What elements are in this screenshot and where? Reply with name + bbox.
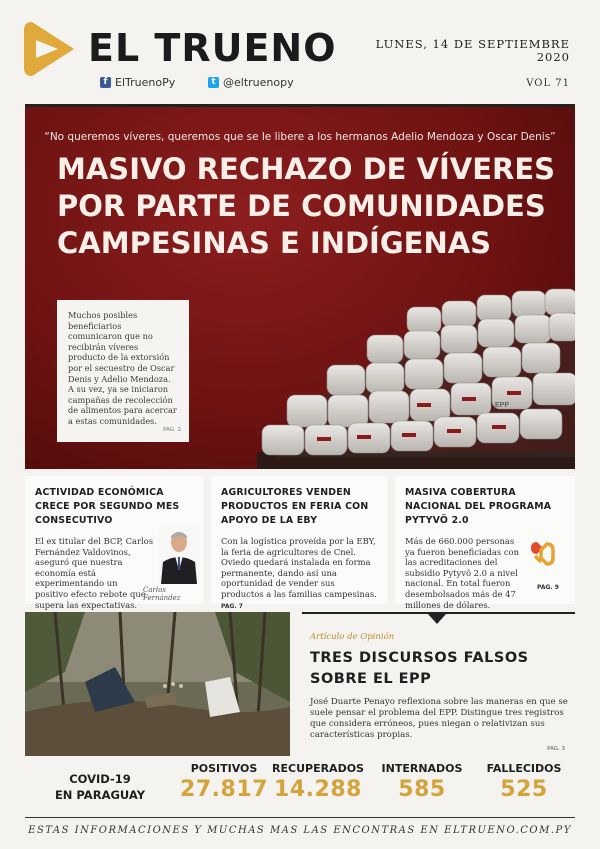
covid-stats (25, 762, 575, 814)
issue-date: LUNES, 14 DE SEPTIEMBRE 2020 (375, 37, 570, 64)
stat-recuperados: RECUPERADOS 14.288 (272, 762, 364, 802)
facebook-icon: f (100, 77, 111, 88)
forest-camp-photo (25, 612, 290, 756)
opinion-text: José Duarte Penayo reflexiona sobre las maneras en que se suele pensar el problema del EPP. Distingue tres registros que considera erróneos, pues niegan o relativizan sus características propias. (310, 697, 568, 740)
twitter-handle[interactable]: t @eltruenopy (208, 76, 294, 89)
facebook-handle[interactable]: f ElTruenoPy (100, 76, 175, 89)
opinion-article[interactable] (302, 612, 575, 756)
column-text: Más de 660.000 personas ya fueron beneficiadas con las acreditaciones del subsidio Pytyvõ 2.0 a nivel nacional. En total fueron desembolsados más de 47 millones de dólares. (405, 536, 519, 610)
page-reference: PAG. 9 (537, 584, 559, 591)
page-reference: PAG. 3 (547, 746, 565, 752)
column-agriculture[interactable] (211, 476, 387, 610)
column-text: Con la logística proveída por la EBY, la feria de agricultores de Cnel. Oviedo quedará instalada en forma permanente, dando así una oportunidad de vender sus productos a las familias campesinas. PAG. 7 (221, 536, 377, 610)
pytyvo-logo-icon (527, 538, 557, 568)
stat-fallecidos: FALLECIDOS 525 (486, 762, 562, 802)
hero-quote: “No queremos víveres, queremos que se le libere a los hermanos Adelio Mendoza y Oscar Denis” (44, 131, 556, 143)
opinion-kicker: Artículo de Opinión (310, 632, 395, 642)
brand-name: EL TRUENO (88, 26, 337, 70)
hero-headline[interactable]: MASIVO RECHAZO DE VÍVERES POR PARTE DE COMUNIDADES CAMPESINAS E INDÍGENAS (57, 152, 556, 260)
hero-summary-box: Muchos posibles beneficiarios comunicaron que no recibirán víveres producto de la extorsión por el secuestro de Oscar Denis y Adelio Mendoza. A su vez, ya se iniciaron campañas de recolección de alimentos para acercar a estas comunidades. PAG. 2 (57, 300, 189, 442)
stat-internados: INTERNADOS 585 (381, 762, 463, 802)
column-title[interactable]: MASIVA COBERTURA NACIONAL DEL PROGRAMA PYTYVÕ 2.0 (405, 487, 552, 526)
bag-label: EPP (495, 402, 510, 409)
page-reference: PAG. 2 (163, 427, 181, 434)
masthead (0, 0, 600, 100)
issue-volume: VOL 71 (526, 78, 570, 89)
photo-caption: Carlos Fernández (143, 586, 181, 602)
food-bags-photo (257, 287, 575, 469)
column-pytyvo[interactable] (395, 476, 575, 610)
footer-tagline[interactable]: ESTAS INFORMACIONES Y MUCHAS MAS LAS ENCONTRAS EN ELTRUENO.COM.PY (25, 817, 575, 841)
opinion-title[interactable]: TRES DISCURSOS FALSOS SOBRE EL EPP (310, 650, 529, 687)
column-text: El ex titular del BCP, Carlos Fernández Valdovinos, aseguró que nuestra economía está experimentando un positivo efecto rebote que supera las expectativas. (35, 536, 153, 610)
column-title[interactable]: ACTIVIDAD ECONÓMICA CRECE POR SEGUNDO MES CONSECUTIVO (35, 487, 180, 526)
column-economy[interactable] (25, 476, 203, 610)
trueno-logo-icon (22, 18, 80, 80)
twitter-icon: t (208, 77, 219, 88)
hero-story[interactable] (25, 104, 575, 469)
news-columns (25, 476, 575, 610)
column-title[interactable]: AGRICULTORES VENDEN PRODUCTOS EN FERIA CON APOYO DE LA EBY (221, 487, 369, 526)
covid-label: COVID-19 EN PARAGUAY (54, 772, 146, 802)
person-portrait-photo (159, 526, 199, 584)
pointer-triangle-icon (428, 614, 446, 624)
stat-positivos: POSITIVOS 27.817 (180, 762, 268, 802)
